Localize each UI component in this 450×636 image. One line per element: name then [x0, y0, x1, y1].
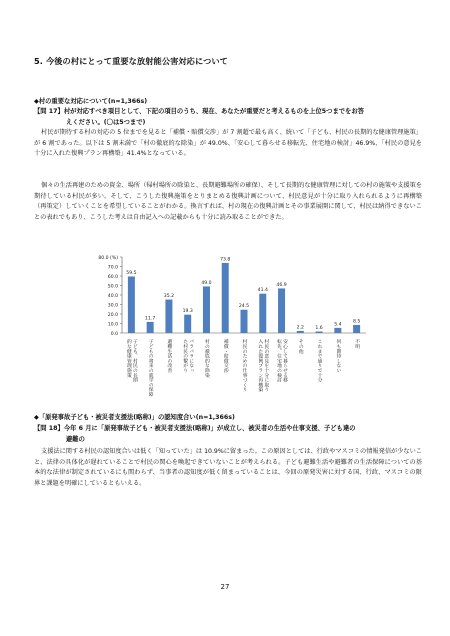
bar [222, 263, 229, 333]
category-label-cont: た村民の繋がり [182, 339, 188, 373]
bar [278, 288, 285, 333]
q18-question [34, 424, 422, 445]
q18-question-line2: 避難の [66, 435, 85, 443]
category-label: これまで通りで十分 [316, 339, 322, 383]
bar-value-label: 1.6 [315, 325, 323, 331]
q17-question-line2: えください。(〇は5つまで) [66, 118, 146, 126]
q17-bar-chart [94, 249, 374, 401]
category-label-cont: 入れた復興プラン再構築 [257, 339, 263, 392]
y-tick-label: 10.0 [107, 322, 118, 328]
bar-value-label: 73.8 [220, 257, 231, 263]
category-label: 村の徹底的な除染 [203, 339, 209, 378]
q17-heading: ◆村の重要な対応について(n=1,366s) [34, 98, 148, 105]
paragraph-3: 支援法に関する村民の認知度合いは低く「知っていた」は 10.9%に留まった。この原因としては、行政やマスコミの情報発信が少ないこと、法律の具体化が遅れていることで村民の関心を喚起できていないことが考えられる。子ども避難生活や避難者の生活保障についての基本的な法律が制定されているにも関わらず、当事者の認知度が低く留まっていることは、今回の原発災害に対する国、行政、マスコミの限界と課題を明確にしているともいえる。 [34, 448, 422, 487]
y-tick-label: 20.0 [107, 313, 118, 318]
category-label: 補償・賠償交渉 [222, 339, 228, 373]
y-tick-label: 0.0 [110, 332, 118, 337]
bar [259, 294, 266, 333]
category-label: その他 [297, 339, 303, 354]
bar [353, 325, 360, 333]
bar [128, 276, 135, 333]
category-label: バラバラになっ [188, 339, 194, 373]
bar-value-label: 8.5 [352, 319, 361, 325]
section-title: 5. 今後の村にとって重要な放射能公害対応について [34, 56, 228, 66]
bar-value-label: 49.0 [201, 280, 212, 286]
category-label: 避難生活の改善 [166, 339, 172, 373]
category-label: 村民のための仕事づくり [241, 339, 247, 392]
q17-question [34, 107, 422, 128]
category-label: 不明 [354, 339, 360, 349]
y-tick-label: 50.0 [107, 284, 118, 290]
q18-heading: ◆「原発事故子ども・被災者支援法(略称)」の認知度合い(n=1,366s) [34, 414, 235, 421]
q17-question-line1: 【問 17】村が対応すべき項目として、下記の項目のうち、現在、あなたが重要だと考えるものを上位5つまでをお答 [34, 108, 364, 115]
y-tick-label: 30.0 [107, 303, 118, 309]
category-label: 子ども、村民の長期 [131, 339, 137, 383]
paragraph-1: 村民が期待する村の対応の 5 位までを見ると「補償・賠償交渉」が 7 割超で最も高く、続いて「子ども、村民の長期的な健康管理施策」が 6 割であった。以下は 5 割未満で「村の徹底的な除染」が 49.0%、「安心して暮らせる移転先、住宅地の検討」46.9%、「村民の意見を十分に入れた復興プラン再構築」41.4%となっている。 [34, 129, 422, 158]
category-label: 村民の意見を十分に取り [263, 339, 269, 392]
category-label: 安心して暮らせる移 [282, 339, 288, 383]
y-tick-label: 40.0 [107, 294, 118, 299]
bar [147, 322, 154, 333]
bar [241, 310, 248, 333]
y-tick-label: 80.0 (%) [98, 256, 118, 261]
bar-value-label: 11.7 [145, 316, 156, 322]
bar-value-label: 19.3 [182, 309, 193, 315]
bar-value-label: 41.4 [257, 288, 268, 294]
category-label: 何も期待しない [335, 339, 341, 373]
page-number: 27 [220, 583, 230, 591]
bar-value-label: 5.4 [334, 322, 342, 328]
bar [297, 331, 304, 333]
bar-value-label: 35.2 [163, 294, 175, 300]
bar [334, 328, 341, 333]
q18-question-line1: 【問 18】今年 6 月に「原発事故子ども・被災者支援法(略称)」が成立し、被災者の生活や仕事支援、子ども達の [34, 425, 356, 432]
category-label-cont: 転先、住宅地の検討 [276, 339, 282, 383]
bar [184, 315, 191, 333]
paragraph-2: 個々の生活再建のための資金、場所（帰村場所の除染と、長期避難場所の確保）、そして長期的な健康管理に対しての村の施策や支援策を期待している村民が多い。そして、こうした復興施策をとりまとめる復興計画について、村民意見が十分に取り入れられるように再構築（再策定）していくことを希望していることがわかる。換言すれば、村の現在の復興計画とその事業展開に関して、村民は納得できないことの表れでもあり、こうした考えは自由記入への記載からも十分に読み取ることができた。 [34, 182, 422, 221]
bar-value-label: 24.5 [238, 304, 250, 310]
bar-value-label: 46.9 [276, 282, 287, 288]
y-tick-label: 60.0 [107, 275, 118, 280]
bar-value-label: 59.5 [126, 270, 137, 276]
category-label: 子どもの将来の就学の保障 [147, 339, 153, 397]
y-tick-label: 70.0 [107, 265, 118, 271]
bar [165, 300, 172, 333]
category-label-cont: 的な健康管理施策 [125, 339, 131, 378]
bar-value-label: 2.2 [296, 325, 304, 331]
bar [203, 286, 210, 333]
bar [316, 331, 323, 333]
